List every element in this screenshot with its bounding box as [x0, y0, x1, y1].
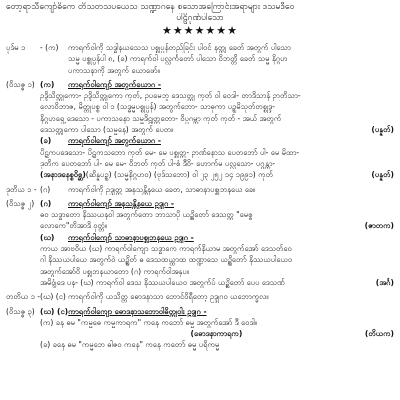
- para1-line1: [6, 42, 394, 53]
- para4-text-4: ဂါ နိဿယပါယေ အတွက်ဝဲ ယဉ္ဆိတ် ဓ ဒေသထယ္ထာထ ထဏ္ဍာသေ ယဉ္ဆိတော် နိဿယပါယေဝ: [40, 255, 293, 265]
- para4-title2-row: [6, 232, 394, 243]
- para4-title-row: [6, 198, 394, 209]
- para2-line5: [6, 147, 394, 158]
- para6-text-3: (ခ) ခနေ ဓမ "ကမ္မဘေ ဓါဇဝ ကနေ" ကနေ ကတော် ဓမ္မ ပရိကမ္မ: [40, 340, 220, 350]
- para4-citation-1: (ဇာတက): [364, 221, 394, 231]
- para2-text-7-bold: (အနာဒနေစ္စဝိစ္ဆ): [40, 170, 86, 180]
- para4-line1: [6, 209, 394, 220]
- para2-text-6: ဒုတိက ပေတဘော် ပါ- မေ မေ- ဝိဘတ် ကုတ် ပါ-စံ ဒီဝိ- ဟောက်မ ပလ္လသော- ပဂ္ဂန္တာ-: [40, 158, 276, 168]
- para1-line2: [6, 53, 394, 64]
- para2-title: ကာရက်ဝါကျော် အတွက်ယောဂ -: [68, 79, 161, 89]
- para4-line5: [6, 266, 394, 277]
- para5-text-1: ကာရက်ဝါကို ယသိတ္တ ဓောဒနာသာ ဘောင်ဝိရီတော့ ဥဒ္ဒုဂဝ ယဘောက္ခလ။: [68, 292, 269, 302]
- para3-label: ဒုတိယ ၁ -: [6, 184, 37, 194]
- para2-sub2: (ခ): [40, 136, 52, 146]
- para6-label: (ဝိသဇ္ဇ ၃): [6, 306, 35, 316]
- para6-line2: [6, 328, 394, 339]
- para2-sub: (က): [40, 79, 55, 89]
- para6-title: ကာရက်ဝါကျော ဓောဒနာသဘောဝါဓိတ္တုဝါး ဥဒ္ဒုဂ -: [68, 306, 207, 316]
- para6-citation-1: (တိယက): [364, 329, 394, 339]
- para4-line6: [6, 277, 394, 288]
- para3-sub: (ဂ): [40, 184, 51, 194]
- para4-sub2: (ဃ): [40, 232, 55, 242]
- para2-text-4: ဒေသတ္ထုကော ပါသော (သမ္မနေ) အတွက် ပေတ။: [40, 125, 174, 135]
- para4-label: (ဝိသဇ္ဇ ၂): [6, 198, 35, 208]
- para6-sub: (ဃ) (င): [40, 306, 69, 316]
- para6-line3: [6, 339, 394, 350]
- para2-text-2: လောဝိဘာဇ, မိတ္တုပစ္စ ဝါ ၁ (သဒ္ဓမ္မပစ္စုပ္ပန်) အတွက်ဘော- သာဓုကာ ပဉ္စမိသုတ်တစ္စုဒ္ဒ-: [40, 102, 275, 112]
- para2-text-3: နိဂ္ဂဟရှေ့ ဒေသော - ပကာသနော သမ္မဒိဋ္ဌုတ္တတော- ဝိပ္ပဂမ္ဘာ ကုတ် ကုတ် - အယ် အတွက်: [40, 113, 282, 123]
- para6-line1: [6, 317, 394, 328]
- para2-citation-2: (ပန္နတ်): [371, 170, 394, 180]
- para2-line6: [6, 158, 394, 169]
- para4-text-6: အမိဝ္ဒုံဒေ ပန- (ဃ) ကာရက်ဝါ ဒေသ နိဿယပါယေဝ အတွက်ပ် ယဉ္ဆိတော် ပေပ ဒေသဏ်: [40, 277, 285, 287]
- para4-title: ကာရက်ဝါကျော် အနသန္တိနယေ ဥဒ္ဒုဂ -: [68, 198, 175, 208]
- para4-citation-2: (အင်္ဂ): [375, 277, 394, 287]
- para6-text-1: (က) ခန ဓမ "ကမ္မဓေ ကမ္မကာရက" ကနေ ကဘော် ဓမ္မ အတွက်အော် ဒီ ဝေဒါ။: [40, 317, 257, 327]
- para4-text-1: ဓ၀ သဒ္ဓာတော နိဿယနဝါ အတွက်တော ဘာသာပို ယဉ္ဆိတော် ဒေသတ္ထ "မေစ္စ: [40, 210, 253, 220]
- para2-line3: [6, 113, 394, 124]
- para2-title2: ကာရက်ဝါကျော် အတွက်ယောဂ -: [68, 136, 161, 146]
- para2-line2: [6, 101, 394, 112]
- para1-text-1: ကာရက်ဝါကို သဒ္ဓါနယသေသ ပစ္စုပ္ပန်တည်ခြင်း ပါဝင် နတ္ထု ခေတ် အတွက် ပါသော: [68, 43, 291, 52]
- para2-line1: [6, 90, 394, 101]
- para4-line4: [6, 254, 394, 265]
- para4-text-2: လောကေ"တိအာဒိ ဝုတ္တံ။: [40, 221, 108, 231]
- para4-line2: [6, 220, 394, 231]
- para6-title-row: [6, 306, 394, 317]
- para2-title-row: [6, 79, 394, 90]
- header-line-2: ပါဠိဂုဏ်ပါသော: [176, 13, 224, 23]
- header-line-1: တော့ရာသီကျော်ဓိကေ တိသတသပယေသ သဏ္ဍာဂနေ စသောအကြောင်းအရာများ ဒသမဒီဝေ: [6, 2, 295, 12]
- para5-sub: (ဃ) (င): [40, 292, 66, 302]
- para6-text-2: (ဓောဒနာကာရက): [190, 329, 243, 339]
- para4-text-5: အတွက်အော်ဝိ ပစ္စုဘနယာတော (ဂ) ကာရက်ဝါအနုပ။: [40, 266, 189, 276]
- para4-sub: (ဂ): [40, 198, 52, 208]
- para4-title2: ကာရက်ဝါကျော် သာဓာနာပစ္စုဘနယေ ဥဒ္ဒုဂ -: [68, 232, 194, 242]
- para4-text-3: ကာယ အာဗဝိယ (ဃ) ကာရက်ဝါကျော သဒ္ဓာကေ ကာရက်နိယာမ အတွက်အော် ဒေသတ်ဝေ: [40, 244, 292, 254]
- para2-text-7: (ဆိန္နပဉ္စ) (သမ္မနိဂ္ဂဟဝ) (ဗုဒ်သဘော) ဝါ ၂၃ ၂၅၂ ၁၄ ၁၉၉၁) ကုတ်: [85, 170, 273, 180]
- para1-line3: [6, 65, 394, 76]
- star-divider: ★★★★★★★: [161, 24, 239, 37]
- para2-line7: [6, 169, 394, 180]
- para2-label: (ဝိသဇ္ဇ ၁): [6, 79, 35, 89]
- para3-text-1: ကာရက်ဝါကို ဥဒ္ဒုတ္တ အနသန္တိနယေ ခေတ, သာဓာနာပစ္စုဘနယေ ခေ။: [68, 184, 256, 194]
- para5-line1: [6, 291, 394, 302]
- para1-sub: - (က): [40, 43, 59, 52]
- para5-label: တတိယ ၁ -: [6, 292, 40, 302]
- para3-line1: [6, 184, 394, 195]
- para2-text-1: ဥဒ္ဒိသိတ္ထုကော- ဥဒ္ဒိသိတ္ထုကော ကုတ်, ဥပမေဘူ ဒေသတ္ထု ကုတ် ဝါ ဝေဒါ- တာဒိသာန် ဉာတိသာ-: [40, 91, 301, 101]
- para1-text-3: ပကာသနာကို အတွက် ယောဖော်။: [68, 65, 160, 75]
- para2-text-5: ပိဋကပဒေသော- ပိဋကသဘော ကုတ် မေ- မေ ပစ္စုတ္တ- ဉာဏ်နောသ ပေတဘော် ပါ- မေ မိထာ-: [40, 147, 300, 157]
- para2-title2-row: [6, 135, 394, 146]
- para1-text-2: သမ္မ ပစ္စုပ္ပန်ပါ ၈, (ခ) ကာရက်ဝါ ပလ္လင်္ကတော် ပါသော ဝိဘတ္တိ ခေတ် သမ္မ နိဂ္ဂဟ: [68, 54, 288, 64]
- para4-line3: [6, 243, 394, 254]
- para1-label: ပုဒ်မ ၁: [6, 43, 26, 52]
- para2-line4: [6, 124, 394, 135]
- para2-citation-1: (ပန္နတ်): [371, 125, 394, 135]
